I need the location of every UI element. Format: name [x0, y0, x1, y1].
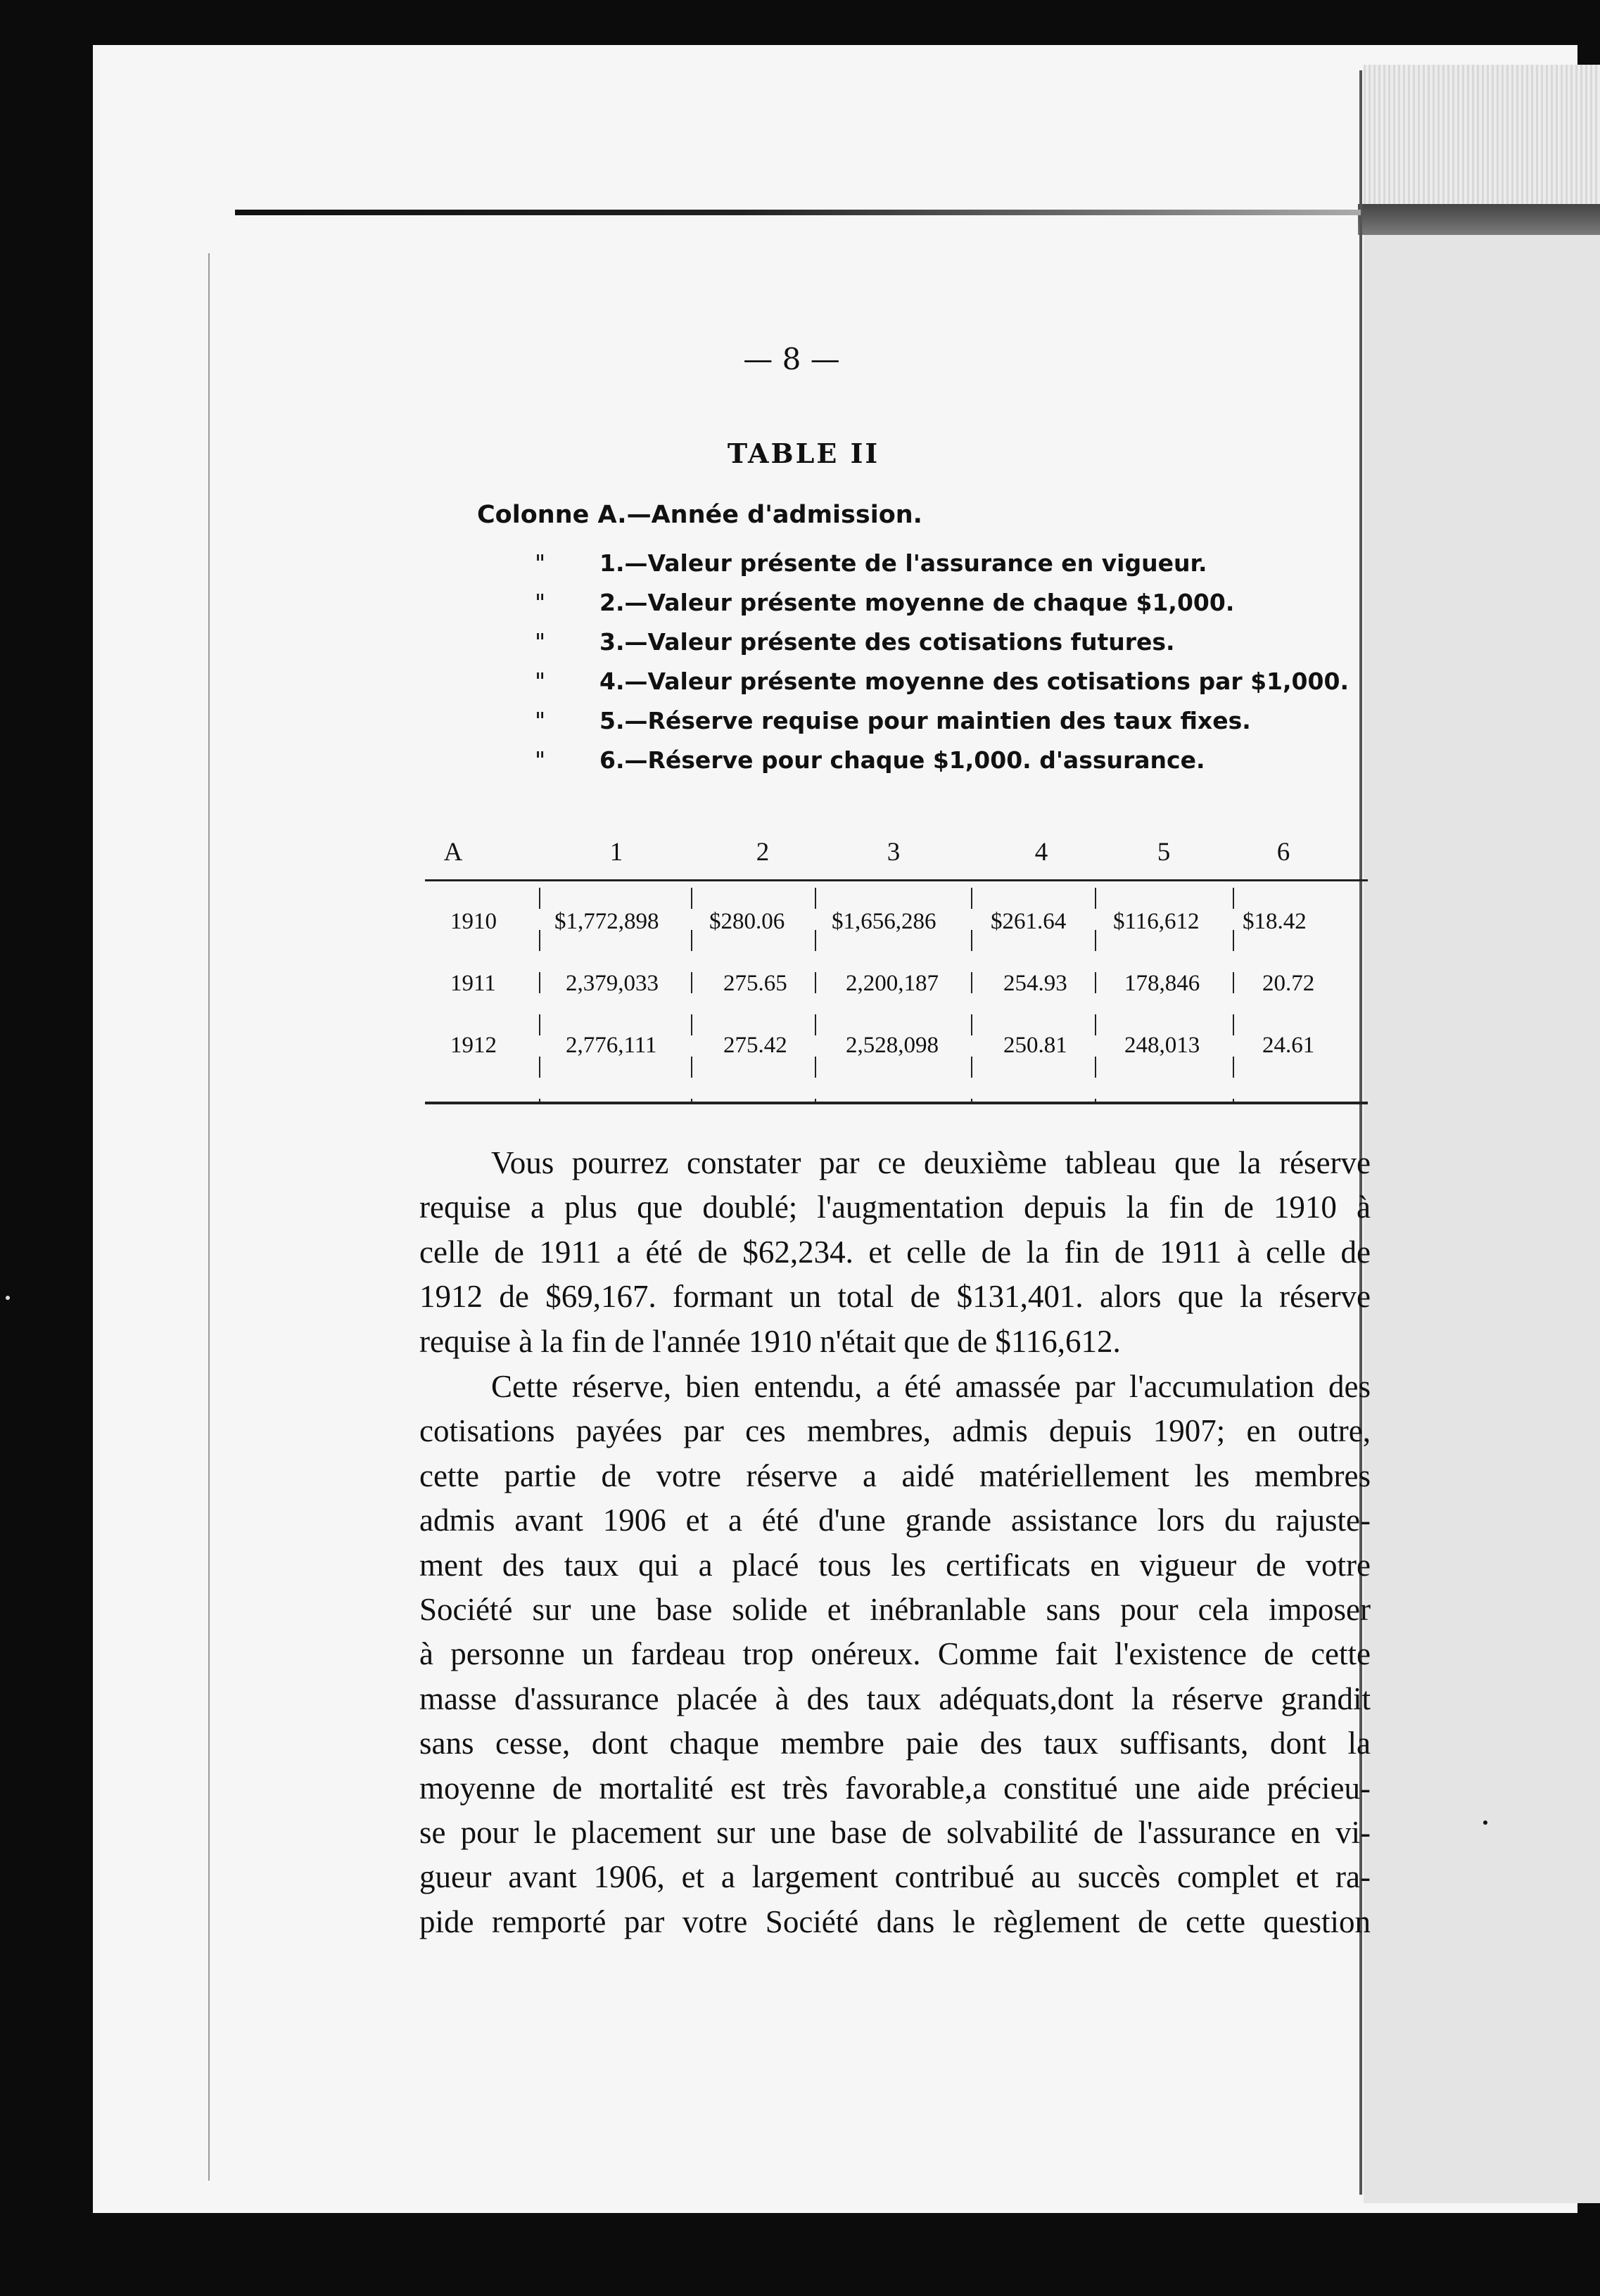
text-line: Société sur une base solide et inébranlable sans pour cela imposer	[419, 1592, 1371, 1628]
text-line: admis avant 1906 et a été d'une grande assistance lors du rajuste-	[419, 1503, 1371, 1538]
data-table	[425, 831, 1368, 1058]
table-cell: 1911	[450, 971, 496, 996]
table-row	[425, 891, 1368, 952]
ditto-mark: "	[535, 707, 546, 734]
table-title: TABLE II	[727, 438, 880, 469]
table-cell: 248,013	[1124, 1033, 1200, 1058]
table-cell: 1912	[450, 1033, 497, 1058]
table-row	[425, 952, 1368, 1014]
ditto-mark: "	[535, 746, 546, 774]
table-cell: 178,846	[1124, 971, 1200, 996]
table-header-row	[425, 831, 1368, 875]
column-header: 1	[609, 838, 623, 867]
scan-speck	[1483, 1820, 1487, 1825]
table-top-rule	[425, 879, 1368, 881]
table-cell: 2,776,111	[566, 1033, 657, 1058]
table-cell: 250.81	[1003, 1033, 1067, 1058]
scan-margin-line	[208, 253, 210, 2181]
text-line: 1912 de $69,167. formant un total de $131,401. alors que la réserve	[419, 1279, 1371, 1315]
table-cell: $1,656,286	[832, 909, 936, 934]
column-header: 4	[1034, 838, 1048, 867]
page-number: — 8 —	[743, 342, 840, 376]
table-cell: 275.42	[723, 1033, 787, 1058]
text-line: gueur avant 1906, et a largement contribué au succès complet et ra-	[419, 1859, 1371, 1895]
scan-speck	[6, 1296, 10, 1300]
table-cell: $18.42	[1243, 909, 1307, 934]
ditto-mark: "	[535, 549, 546, 577]
table-cell: $261.64	[991, 909, 1067, 934]
table-cell: 24.61	[1262, 1033, 1315, 1058]
column-header: 2	[756, 838, 770, 867]
body-paragraph	[419, 1365, 1371, 1944]
legend-item-text: 6.—Réserve pour chaque $1,000. d'assurance.	[599, 746, 1205, 774]
text-line: requise à la fin de l'année 1910 n'était que de $116,612.	[419, 1323, 1121, 1359]
column-header: 6	[1276, 838, 1290, 867]
table-cell: 2,528,098	[846, 1033, 939, 1058]
ditto-mark: "	[535, 668, 546, 695]
text-line: Vous pourrez constater par ce deuxième tableau que la réserve	[491, 1145, 1371, 1180]
column-header: 5	[1157, 838, 1171, 867]
adjacent-page-strip	[1364, 65, 1600, 2203]
text-line: requise a plus que doublé; l'augmentation depuis la fin de 1910 à	[419, 1190, 1371, 1225]
text-line: ment des taux qui a placé tous les certificats en vigueur de votre	[419, 1547, 1371, 1583]
text-line: celle de 1911 a été de $62,234. et celle de la fin de 1911 à celle de	[419, 1234, 1371, 1270]
table-bottom-rule	[425, 1102, 1368, 1104]
table-cell: $280.06	[709, 909, 785, 934]
table-cell: $116,612	[1113, 909, 1200, 934]
legend-item-text: 5.—Réserve requise pour maintien des taux fixes.	[599, 707, 1251, 734]
text-line: moyenne de mortalité est très favorable,a constitué une aide précieu-	[419, 1770, 1371, 1806]
table-cell: $1,772,898	[554, 909, 659, 934]
table-cell: 254.93	[1003, 971, 1067, 996]
text-line: à personne un fardeau trop onéreux. Comme fait l'existence de cette	[419, 1636, 1371, 1672]
table-cell: 2,200,187	[846, 971, 939, 996]
legend-item-text: 4.—Valeur présente moyenne des cotisations par $1,000.	[599, 668, 1349, 695]
text-line: sans cesse, dont chaque membre paie des taux suffisants, dont la	[419, 1726, 1371, 1761]
table-cell: 1910	[450, 909, 497, 934]
adjacent-page-dark-band	[1358, 204, 1600, 235]
legend-item-text: 2.—Valeur présente moyenne de chaque $1,000.	[599, 589, 1235, 616]
adjacent-page-text-fragment	[1364, 65, 1600, 227]
text-line: cette partie de votre réserve a aidé matériellement les membres	[419, 1458, 1371, 1493]
ditto-mark: "	[535, 628, 546, 656]
table-cell: 275.65	[723, 971, 787, 996]
table-row	[425, 1014, 1368, 1076]
text-line: masse d'assurance placée à des taux adéquats,dont la réserve grandit	[419, 1680, 1371, 1716]
text-line: Cette réserve, bien entendu, a été amassée par l'accumulation des	[491, 1369, 1371, 1404]
text-line: pide remporté par votre Société dans le règlement de cette question	[419, 1903, 1371, 1939]
legend-item-text: 1.—Valeur présente de l'assurance en vigueur.	[599, 549, 1207, 577]
legend-item-text: 3.—Valeur présente des cotisations futures.	[599, 628, 1175, 656]
table-cell: 20.72	[1262, 971, 1315, 996]
table-cell: 2,379,033	[566, 971, 659, 996]
column-header: A	[443, 838, 463, 867]
text-line: se pour le placement sur une base de solvabilité de l'assurance en vi-	[419, 1815, 1371, 1851]
column-header: 3	[887, 838, 901, 867]
legend-intro: Colonne A.—Année d'admission.	[477, 501, 922, 529]
ditto-mark: "	[535, 589, 546, 616]
text-line: cotisations payées par ces membres, admis depuis 1907; en outre,	[419, 1413, 1371, 1449]
body-paragraph	[419, 1141, 1371, 1364]
header-rule	[235, 210, 1361, 215]
